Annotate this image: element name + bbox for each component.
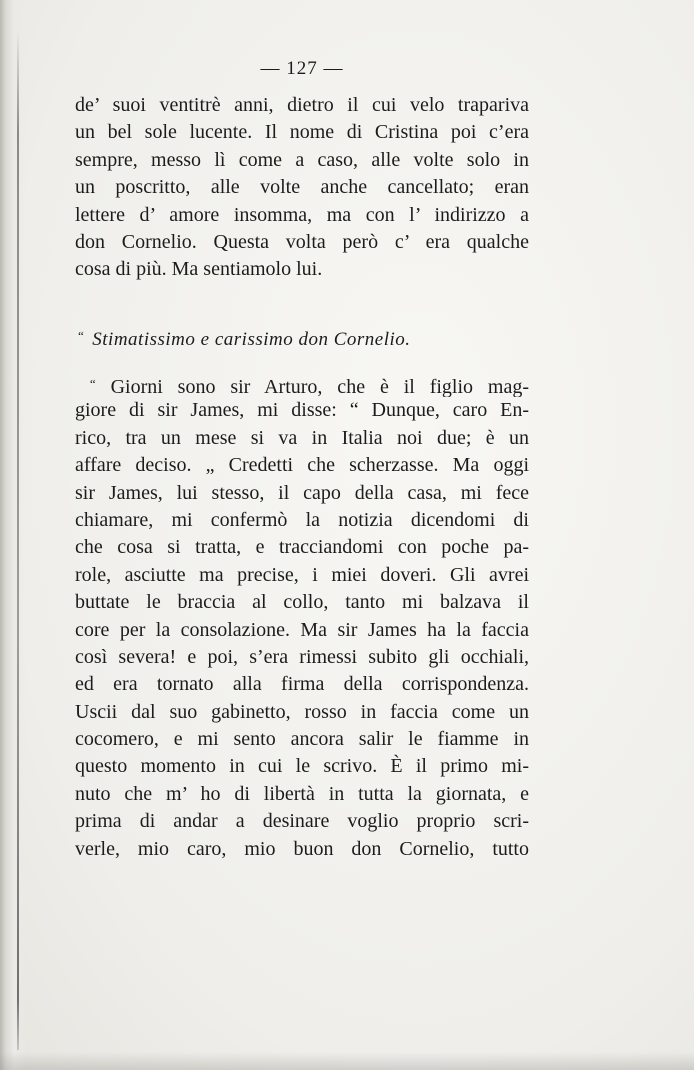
text-line: buttate le braccia al collo, tanto mi balzava il: [75, 591, 529, 614]
page-binding-edge: [0, 0, 26, 1070]
text-line: verle, mio caro, mio buon don Cornelio, tutto: [75, 837, 529, 860]
page-number: — 127 —: [260, 58, 344, 79]
salutation-text: Stimatissimo e carissimo don Cornelio.: [92, 329, 411, 350]
text-line: un poscritto, alle volte anche cancellato; eran: [75, 176, 529, 199]
paragraph-continuation: [75, 92, 529, 284]
text-line: core per la consolazione. Ma sir James ha la faccia: [75, 618, 529, 641]
letter-salutation: [78, 328, 498, 351]
text-line-content: Giorni sono sir Arturo, che è il figlio mag-: [110, 376, 529, 398]
text-line: rico, tra un mese si va in Italia noi due; è un: [75, 426, 529, 449]
text-line: cosa di più. Ma sentiamolo lui.: [75, 258, 323, 281]
text-line: che cosa si tratta, e tracciandomi con poche pa-: [75, 536, 529, 559]
text-line: giore di sir James, mi disse: “ Dunque, caro En-: [75, 399, 529, 422]
text-line: sir James, lui stesso, il capo della casa, mi fece: [75, 481, 529, 504]
text-line: de’ suoi ventitrè anni, dietro il cui velo trapariva: [75, 94, 529, 116]
paragraph-quote-mark: “: [89, 376, 96, 391]
text-line: prima di andar a desinare voglio proprio scri-: [75, 810, 529, 833]
text-line: [75, 370, 529, 397]
binding-fold-line: [17, 30, 19, 1050]
text-line: role, asciutte ma precise, i miei doveri. Gli avrei: [75, 563, 529, 586]
text-line: un bel sole lucente. Il nome di Cristina poi c’era: [75, 121, 529, 144]
page-bottom-shadow: [0, 1052, 694, 1070]
text-line: nuto che m’ ho di libertà in tutta la giornata, e: [75, 782, 529, 805]
text-line: così severa! e poi, s’era rimessi subito gli occhiali,: [75, 645, 529, 668]
text-line: affare deciso. „ Credetti che scherzasse. Ma oggi: [75, 454, 529, 477]
text-line: sempre, messo lì come a caso, alle volte solo in: [75, 148, 529, 171]
text-line: questo momento in cui le scrivo. È il primo mi-: [75, 755, 529, 778]
text-line: cocomero, e mi sento ancora salir le fiamme in: [75, 728, 529, 751]
text-line: chiamare, mi confermò la notizia dicendomi di: [75, 508, 529, 531]
salutation-quote-mark: “: [78, 328, 85, 343]
text-line: don Cornelio. Questa volta però c’ era qualche: [75, 230, 529, 253]
letter-body-paragraph: [75, 370, 529, 863]
text-line: ed era tornato alla firma della corrispondenza.: [75, 673, 529, 696]
text-line: lettere d’ amore insomma, ma con l’ indirizzo a: [75, 203, 529, 226]
text-line: Uscii dal suo gabinetto, rosso in faccia come un: [75, 700, 529, 723]
